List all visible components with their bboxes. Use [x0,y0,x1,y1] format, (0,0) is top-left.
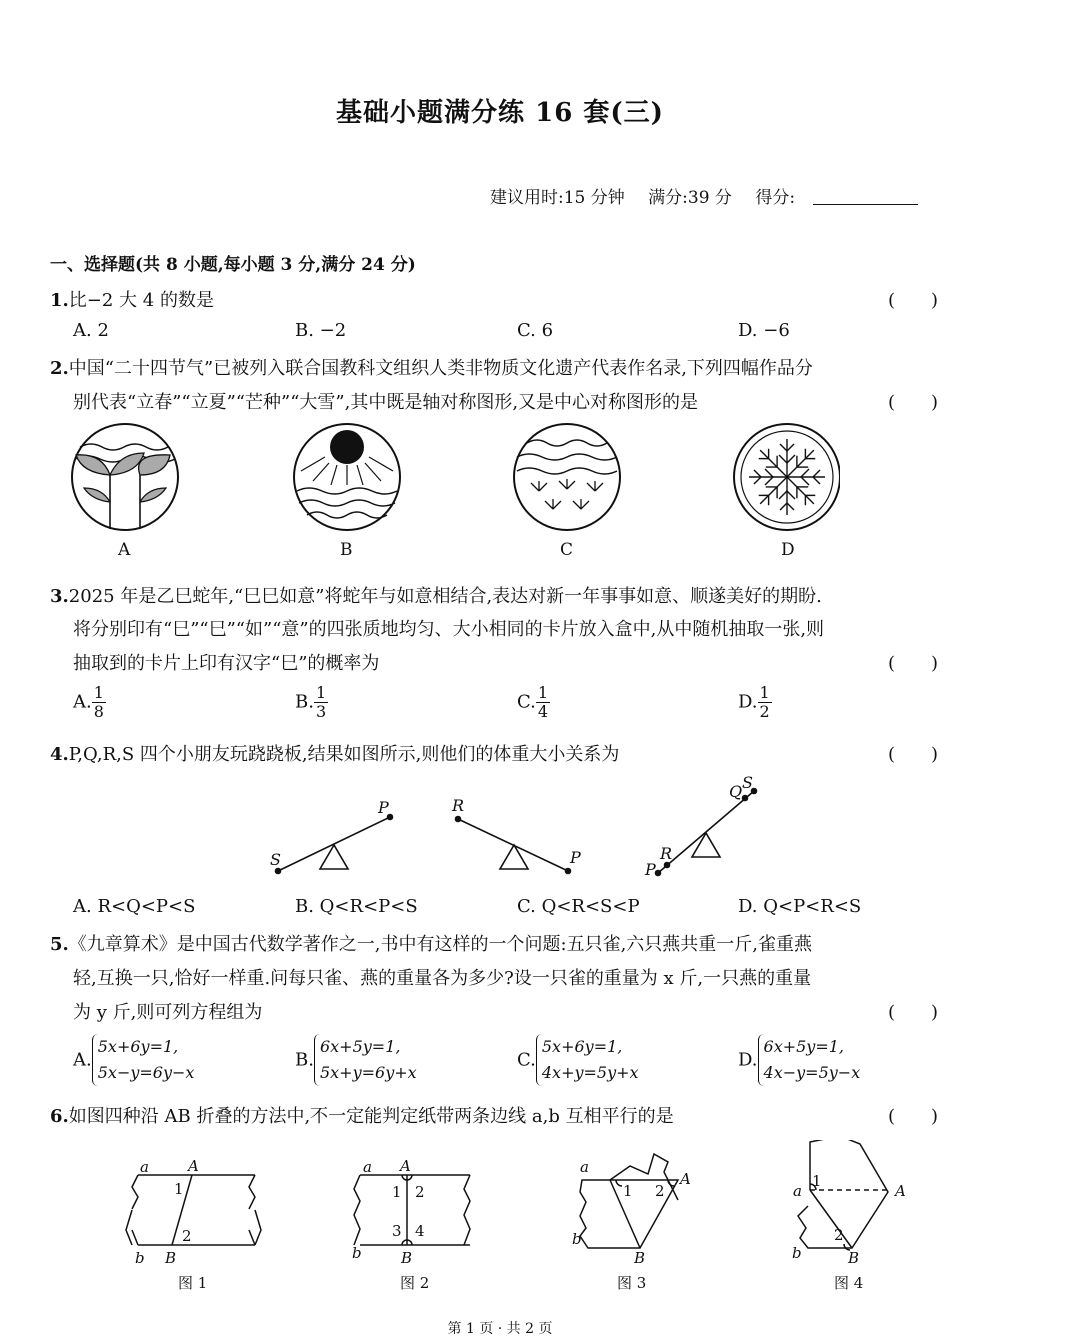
q1-option-a: A. 2 [73,320,109,341]
q5-option-a: A.5x+6y=1, 5x−y=6y−x [73,1034,194,1086]
q4-label-r3: R [660,844,673,863]
svg-text:a: a [793,1182,802,1200]
question-4 [50,740,619,766]
q3-option-c: C. $\frac{1}{4}$ [517,683,549,721]
svg-text:1: 1 [174,1180,184,1198]
q1-number: 1. [50,290,69,311]
q1-answer-bracket: ( ) [888,290,939,311]
svg-text:a: a [580,1158,589,1176]
svg-text:2: 2 [415,1183,425,1201]
q3-option-d: D. $\frac{1}{2}$ [738,683,770,721]
q4-label-p2: P [570,848,581,867]
question-5 [50,930,812,956]
q5-line3: 为 y 斤,则可列方程组为 [73,1002,263,1023]
time-suggestion: 建议用时:15 分钟 [490,188,625,208]
svg-text:a: a [140,1158,149,1176]
q6-figure-2 [352,1157,470,1267]
svg-text:4: 4 [415,1222,425,1240]
svg-text:1: 1 [812,1172,822,1190]
question-3 [50,582,822,608]
svg-text:1: 1 [392,1183,402,1201]
q4-label-r2: R [452,796,465,815]
section-heading: 一、选择题(共 8 小题,每小题 3 分,满分 24 分) [50,255,416,275]
q5-line2: 轻,互换一只,恰好一样重.问每只雀、燕的重量各为多少?设一只雀的重量为 x 斤,一只燕的重量 [73,968,812,989]
svg-text:B: B [634,1249,646,1267]
svg-text:b: b [135,1249,145,1267]
svg-text:3: 3 [392,1222,402,1240]
q4-label-p3: P [645,860,656,879]
q2-number: 2. [50,358,69,379]
q4-option-c: C. Q<R<S<P [517,896,640,917]
svg-text:b: b [792,1244,802,1262]
q4-label-q3: Q [729,782,743,801]
q6-figures [120,1140,920,1270]
q6-figure-3 [572,1154,691,1267]
svg-text:B: B [848,1249,860,1267]
q4-answer-bracket: ( ) [888,744,939,765]
q6-caption-2: 图 2 [400,1274,430,1292]
q2-figure-b [294,424,400,530]
svg-text:b: b [572,1230,582,1248]
q5-option-b: B.6x+5y=1, 5x+y=6y+x [295,1034,417,1086]
page-footer: 第 1 页 · 共 2 页 [447,1321,553,1337]
svg-text:1: 1 [623,1182,633,1200]
score-label: 得分: [755,188,796,208]
svg-text:A: A [400,1157,411,1175]
q4-option-a: A. R<Q<P<S [73,896,196,917]
full-score: 满分:39 分 [648,188,732,208]
svg-text:2: 2 [655,1182,665,1200]
q5-answer-bracket: ( ) [888,1002,939,1023]
q2-line1: 中国“二十四节气”已被列入联合国教科文组织人类非物质文化遗产代表作名录,下列四幅作品分 [68,358,813,379]
svg-text:A: A [895,1182,906,1200]
q5-option-d: D.6x+5y=1, 4x−y=5y−x [738,1034,860,1086]
q6-figure-4 [792,1140,906,1267]
q1-option-b: B. −2 [295,320,347,341]
svg-text:2: 2 [834,1226,844,1244]
score-blank [813,204,918,205]
q4-stem: P,Q,R,S 四个小朋友玩跷跷板,结果如图所示,则他们的体重大小关系为 [68,744,620,765]
svg-text:2: 2 [182,1227,192,1245]
svg-text:B: B [165,1249,177,1267]
q5-line1: 《九章算术》是中国古代数学著作之一,书中有这样的一个问题:五只雀,六只燕共重一斤,雀重燕 [68,934,813,955]
q2-answer-bracket: ( ) [888,392,939,413]
q3-answer-bracket: ( ) [888,653,939,674]
q2-line2: 别代表“立春”“立夏”“芒种”“大雪”,其中既是轴对称图形,又是中心对称图形的是 [73,392,699,413]
q6-stem: 如图四种沿 AB 折叠的方法中,不一定能判定纸带两条边线 a,b 互相平行的是 [68,1106,674,1127]
q3-number: 3. [50,586,69,607]
q2-figure-c [514,424,620,530]
q2-figure-a [72,424,178,530]
question-6 [50,1102,674,1128]
q4-seesaws [260,775,780,885]
q2-figure-d [734,424,840,530]
q4-label-p1: P [378,798,389,817]
q4-label-s3: S [742,775,753,792]
svg-text:B: B [401,1249,413,1267]
q6-figure-1 [126,1157,261,1267]
q2-label-c: C [560,540,574,560]
q1-option-c: C. 6 [517,320,554,341]
q4-option-d: D. Q<P<R<S [738,896,862,917]
question-2 [50,354,813,380]
q5-number: 5. [50,934,69,955]
q2-figures [60,420,840,535]
svg-text:b: b [352,1244,362,1262]
q4-option-b: B. Q<R<P<S [295,896,418,917]
svg-text:a: a [363,1158,372,1176]
q5-option-c: C.5x+6y=1, 4x+y=5y+x [517,1034,639,1086]
svg-text:A: A [680,1170,691,1188]
q3-line2: 将分别印有“巳”“巳”“如”“意”的四张质地均匀、大小相同的卡片放入盒中,从中随机抽取一张,则 [73,619,825,640]
q1-stem: 比−2 大 4 的数是 [68,290,214,311]
q6-caption-1: 图 1 [178,1274,208,1292]
q6-answer-bracket: ( ) [888,1106,939,1127]
q6-caption-3: 图 3 [617,1274,647,1292]
question-1 [50,286,214,312]
q1-option-d: D. −6 [738,320,790,341]
q6-number: 6. [50,1106,69,1127]
q4-label-s1: S [270,850,281,869]
q3-option-b: B. $\frac{1}{3}$ [295,683,327,721]
svg-text:A: A [188,1157,199,1175]
q2-label-a: A [118,540,131,560]
q6-caption-4: 图 4 [834,1274,864,1292]
q4-number: 4. [50,744,69,765]
q2-label-d: D [781,540,795,560]
exam-meta [490,183,936,208]
q2-label-b: B [340,540,353,560]
q3-option-a: A. $\frac{1}{8}$ [73,683,104,721]
q3-line1: 2025 年是乙巳蛇年,“巳巳如意”将蛇年与如意相结合,表达对新一年事事如意、顺遂美好的期盼. [68,586,822,607]
q3-line3: 抽取到的卡片上印有汉字“巳”的概率为 [73,653,380,674]
page-title: 基础小题满分练 16 套(三) [336,98,664,128]
